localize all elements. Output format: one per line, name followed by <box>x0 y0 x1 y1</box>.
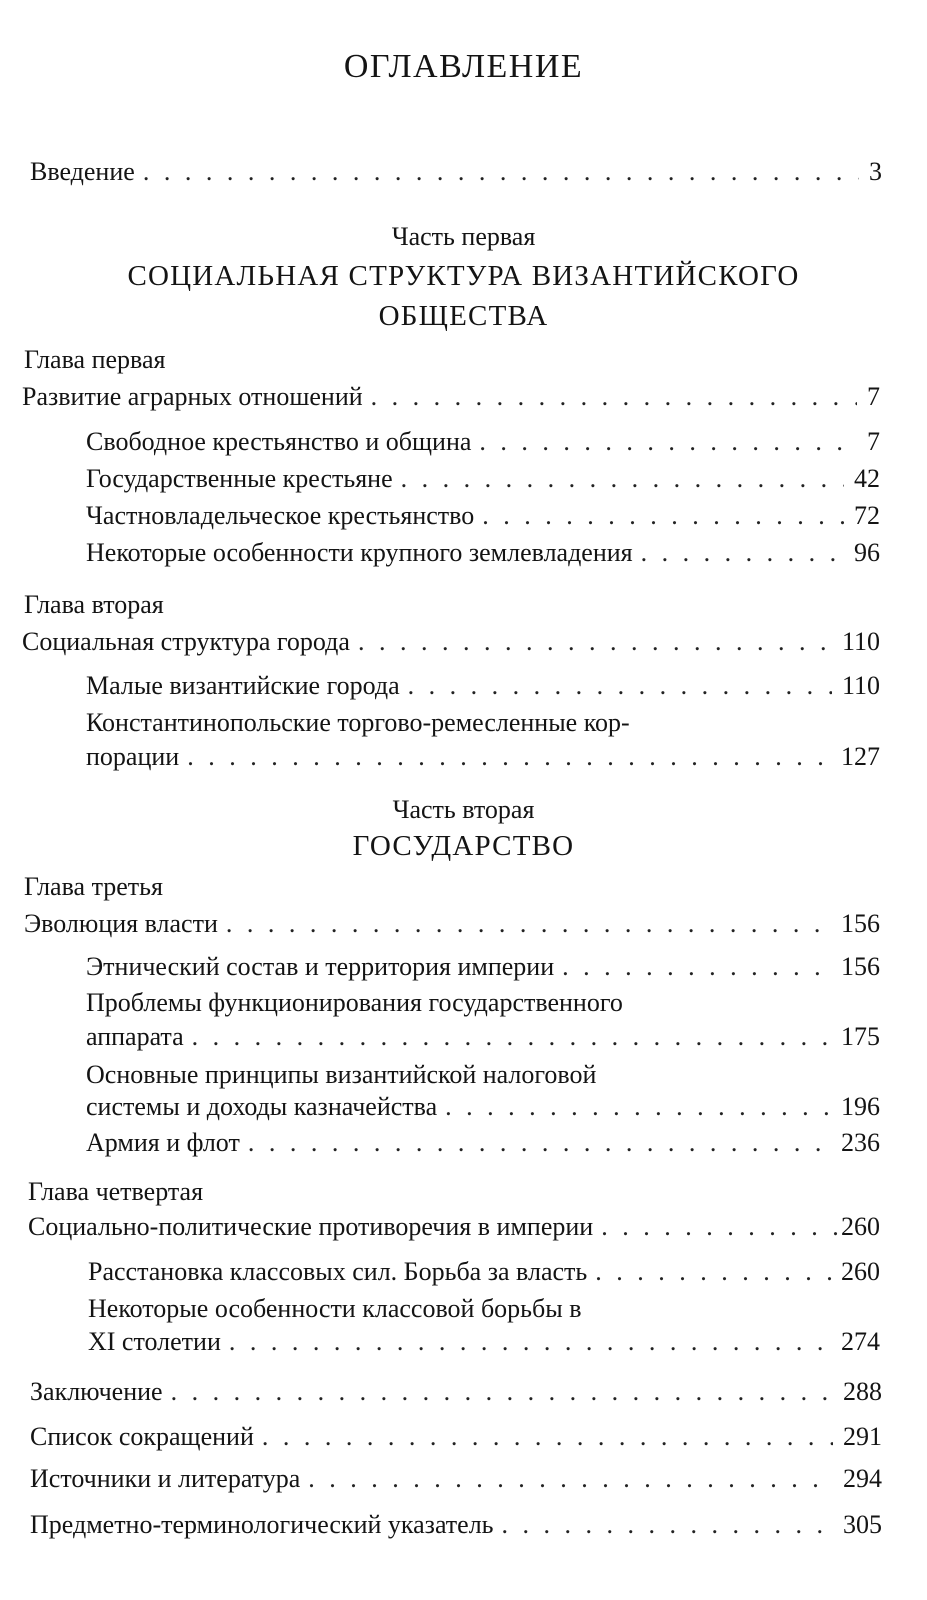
toc-entry-section-line1: Проблемы функционирования государственного <box>86 988 623 1017</box>
toc-page-number: 274 <box>841 1327 880 1356</box>
toc-entry-section <box>88 1255 880 1289</box>
dot-leader <box>562 950 831 984</box>
toc-entry-back-matter <box>30 1375 882 1409</box>
dot-leader <box>595 1255 841 1289</box>
dot-leader <box>171 1375 833 1409</box>
toc-entry-back-matter <box>30 1420 882 1454</box>
toc-page-number: 291 <box>843 1422 882 1451</box>
toc-entry-label: системы и доходы казначейства <box>86 1092 438 1121</box>
toc-page-number: 42 <box>854 464 880 493</box>
toc-entry-label: Свободное крестьянство и община <box>86 427 472 456</box>
toc-page-number: 175 <box>841 1022 880 1051</box>
toc-entry-label: Эволюция власти <box>24 909 218 938</box>
dot-leader <box>229 1325 831 1359</box>
toc-entry-chapter <box>28 1210 880 1244</box>
toc-entry-label: Список сокращений <box>30 1422 254 1451</box>
dot-leader <box>226 907 831 941</box>
dot-leader <box>262 1420 833 1454</box>
toc-page-number: 110 <box>841 627 880 656</box>
toc-page-number: 294 <box>843 1464 882 1493</box>
toc-page-number: 305 <box>843 1510 882 1539</box>
toc-page-number: 72 <box>854 501 880 530</box>
toc-entry-section <box>86 1020 880 1054</box>
dot-leader <box>187 740 831 774</box>
toc-entry-section <box>86 425 880 459</box>
toc-entry-label: порации <box>86 742 180 771</box>
dot-leader <box>482 499 844 533</box>
toc-entry-section <box>86 950 880 984</box>
toc-entry-intro <box>30 155 882 189</box>
toc-entry-section <box>88 1325 880 1359</box>
toc-page-number: 96 <box>854 538 880 567</box>
toc-entry-section <box>86 536 880 570</box>
toc-page-number: 196 <box>841 1092 880 1121</box>
toc-entry-label: Заключение <box>30 1377 163 1406</box>
chapter-label: Глава первая <box>24 345 166 374</box>
toc-entry-label: Этнический состав и территория империи <box>86 952 555 981</box>
toc-page-number: 156 <box>841 952 880 981</box>
toc-entry-section <box>86 740 880 774</box>
dot-leader <box>445 1090 831 1124</box>
dot-leader <box>192 1020 831 1054</box>
toc-entry-section-line1: Константинопольские торгово-ремесленные кор- <box>86 708 630 737</box>
part-label: Часть вторая <box>392 795 535 824</box>
toc-entry-section-line1: Основные принципы византийской налоговой <box>86 1060 597 1089</box>
toc-entry-section <box>86 669 880 703</box>
toc-entry-label: Малые византийские города <box>86 671 400 700</box>
toc-page-number: 156 <box>841 909 880 938</box>
toc-page-number: 127 <box>841 742 880 771</box>
dot-leader <box>502 1508 833 1542</box>
toc-entry-chapter <box>22 625 880 659</box>
dot-leader <box>248 1126 831 1160</box>
toc-entry-label: Государственные крестьяне <box>86 464 393 493</box>
dot-leader <box>371 380 857 414</box>
toc-entry-label: Источники и литература <box>30 1464 301 1493</box>
chapter-label: Глава третья <box>24 872 163 901</box>
toc-page-number: 288 <box>843 1377 882 1406</box>
part-title-continued: ОБЩЕСТВА <box>378 300 549 332</box>
part-label: Часть первая <box>391 222 536 251</box>
toc-entry-label: Развитие аграрных отношений <box>22 382 363 411</box>
toc-entry-label: Некоторые особенности крупного землевладения <box>86 538 633 567</box>
toc-entry-section-line1: Некоторые особенности классовой борьбы в <box>88 1294 582 1323</box>
part-title: СОЦИАЛЬНАЯ СТРУКТУРА ВИЗАНТИЙСКОГО <box>127 260 800 292</box>
dot-leader <box>308 1462 833 1496</box>
dot-leader <box>641 536 844 570</box>
dot-leader <box>358 625 832 659</box>
toc-entry-back-matter <box>30 1462 882 1496</box>
toc-entry-chapter <box>24 907 880 941</box>
dot-leader <box>401 462 844 496</box>
page-title: ОГЛАВЛЕНИЕ <box>343 48 584 85</box>
toc-entry-label: Социальная структура города <box>22 627 350 656</box>
toc-page-number: 260 <box>841 1212 880 1241</box>
toc-entry-label: Предметно-терминологический указатель <box>30 1510 494 1539</box>
toc-entry-section <box>86 462 880 496</box>
toc-page-number: 3 <box>869 157 882 186</box>
dot-leader <box>408 669 832 703</box>
chapter-label: Глава четвертая <box>28 1177 204 1206</box>
toc-entry-label: XI столетии <box>88 1327 221 1356</box>
toc-entry-label: аппарата <box>86 1022 184 1051</box>
toc-entry-section <box>86 1090 880 1124</box>
toc-page-number: 260 <box>841 1257 880 1286</box>
toc-entry-section <box>86 499 880 533</box>
toc-entry-chapter <box>22 380 880 414</box>
toc-entry-label: Частновладельческое крестьянство <box>86 501 475 530</box>
dot-leader <box>143 155 859 189</box>
toc-entry-back-matter <box>30 1508 882 1542</box>
toc-page-number: 236 <box>841 1128 880 1157</box>
toc-entry-section <box>86 1126 880 1160</box>
toc-entry-label: Введение <box>30 157 135 186</box>
dot-leader <box>601 1210 841 1244</box>
toc-page-number: 7 <box>867 382 880 411</box>
toc-entry-label: Социально-политические противоречия в империи <box>28 1212 594 1241</box>
toc-entry-label: Армия и флот <box>86 1128 240 1157</box>
toc-page-number: 110 <box>841 671 880 700</box>
part-title: ГОСУДАРСТВО <box>352 830 575 862</box>
toc-entry-label: Расстановка классовых сил. Борьба за власть <box>88 1257 588 1286</box>
toc-page-number: 7 <box>867 427 880 456</box>
dot-leader <box>479 425 857 459</box>
chapter-label: Глава вторая <box>24 590 164 619</box>
